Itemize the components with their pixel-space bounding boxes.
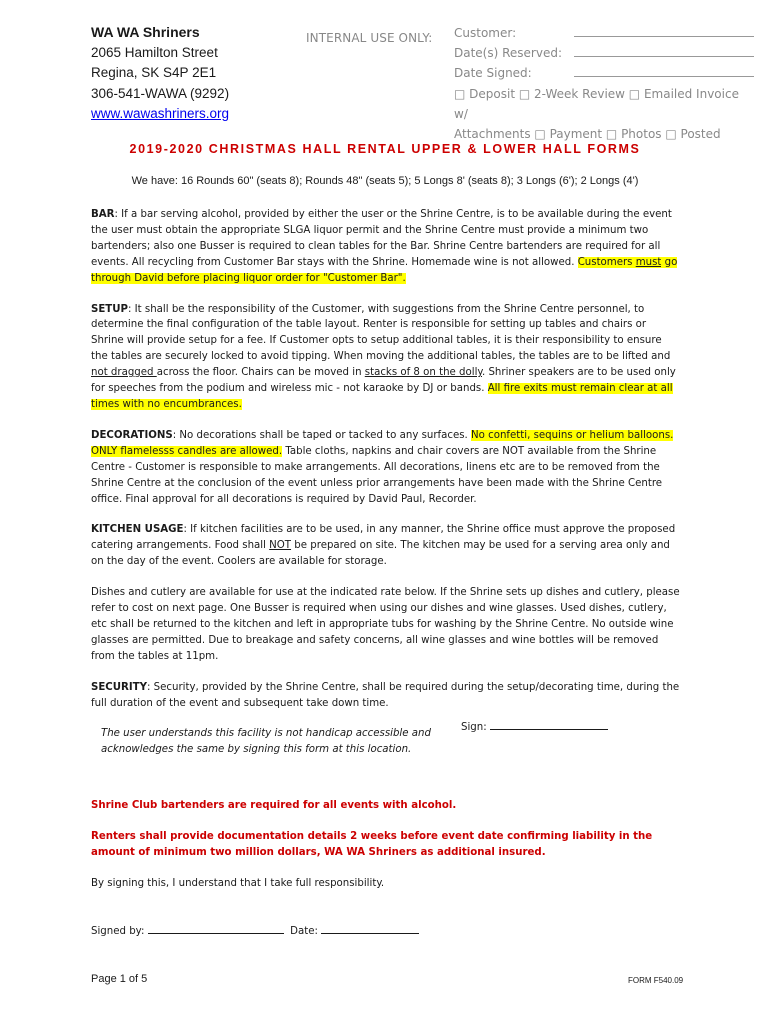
internal-use-label: INTERNAL USE ONLY: — [306, 31, 433, 45]
bar-section — [91, 207, 681, 287]
responsibility-statement: By signing this, I understand that I take full responsibility. — [91, 878, 385, 889]
sign-field[interactable] — [490, 718, 608, 730]
bar-heading: BAR — [91, 209, 115, 220]
decorations-section — [91, 428, 681, 508]
dates-reserved-field[interactable] — [574, 43, 754, 57]
setup-heading: SETUP — [91, 303, 128, 315]
decorations-heading: DECORATIONS — [91, 429, 173, 441]
handicap-note: The user understands this facility is not handicap accessible and acknowledges the same by signing this form at this location. — [101, 728, 431, 756]
decorations-text-2: Table cloths, napkins and chair covers are NOT available from the Shrine Centre - Customer is responsible to make arrangements. All decorations, linens etc are to be removed from the Shrine Centre at the conclusion of the event unless prior arrangements have been made with the Shrine Centre office. Final approval for all decorations is required by David Paul, Recorder. — [91, 445, 663, 505]
security-heading: SECURITY — [91, 681, 148, 693]
dishes-section: Dishes and cutlery are available for use at the indicated rate below. If the Shrine sets up dishes and cutlery, please refer to cost on next page. One Busser is required when using our dishes and wine glasses. Used dishes, cutlery, etc shall be returned to the kitchen and left in appropriate tubs for washing by the Shrine Centre. No outside wine glasses are permitted. Due to breakage and safety concerns, all wine glasses and wine bottles will be removed from the tables at 11pm. — [91, 587, 680, 662]
customer-field[interactable] — [574, 23, 754, 37]
kitchen-text-1: : If kitchen facilities are to be used, in any manner, the Shrine office must approve the proposed catering arrangements. Food shall — [91, 524, 676, 552]
address-line-2: Regina, SK S4P 2E1 — [91, 65, 217, 80]
setup-highlight: All fire exits must remain clear at all times with no encumbrances. — [91, 383, 673, 410]
setup-text-2: across the floor. Chairs can be moved in — [156, 367, 365, 379]
kitchen-underline: NOT — [269, 540, 292, 552]
date-field[interactable] — [321, 922, 419, 934]
setup-underline-1: not dragged — [91, 367, 157, 379]
form-title: 2019-2020 CHRISTMAS HALL RENTAL UPPER & LOWER HALL FORMS — [129, 142, 641, 156]
kitchen-section — [91, 522, 681, 570]
bartenders-note: Shrine Club bartenders are required for all events with alcohol. — [91, 800, 457, 812]
date-signed-label: Date Signed: — [454, 66, 532, 81]
renters-note: Renters shall provide documentation details 2 weeks before event date confirming liability in the amount of minimum two million dollars, WA WA Shriners as additional insured. — [91, 831, 653, 859]
setup-text-3: . Shriner speakers are to be used only for speeches from the podium and wireless mic - not karaoke by DJ or bands. — [91, 367, 676, 395]
checklist-line-1: □ Deposit □ 2-Week Review □ Emailed Invoice w/ — [454, 86, 739, 121]
security-section — [91, 680, 681, 712]
org-name: WA WA Shriners — [91, 24, 200, 40]
checklist-line-2: Attachments □ Payment □ Photos □ Posted — [454, 127, 721, 142]
organization-block — [91, 22, 229, 125]
bar-highlight-b: go through David before placing liquor order for "Customer Bar". — [91, 256, 678, 284]
handicap-sign-row — [461, 718, 681, 758]
customer-label: Customer: — [454, 26, 517, 40]
address-line-1: 2065 Hamilton Street — [91, 44, 218, 60]
setup-text-1: : It shall be the responsibility of the Customer, with suggestions from the Shrine Centre personnel, to determine the final configuration of the table layout. Renter is responsible for setting up tables and chairs or Shrine will provide setup for a fee. If Customer opts to setup additional tables, it is their responsibility to ensure the tables are securely locked to avoid tipping. When moving the additional tables, the tables are to be lifted and — [91, 303, 671, 363]
phone-number: 306-541-WAWA (9292) — [91, 85, 230, 101]
setup-underline-2: stacks of 8 on the dolly — [364, 367, 482, 379]
signed-by-field[interactable] — [148, 922, 284, 934]
kitchen-text-2: be prepared on site. The kitchen may be used for a serving area only and on the day of the event. Coolers are available for storage. — [91, 540, 670, 568]
handicap-block — [101, 722, 681, 758]
internal-use-box — [454, 23, 754, 144]
setup-section — [91, 302, 681, 413]
rooms-line: We have: 16 Rounds 60" (seats 8); Rounds 48" (seats 5); 5 Longs 8' (seats 8); 3 Longs (6'); 2 Longs (4') — [131, 175, 639, 187]
page-number: Page 1 of 5 — [91, 973, 148, 985]
sign-label: Sign: — [461, 722, 490, 734]
form-body — [91, 207, 681, 955]
signed-by-label: Signed by: — [91, 925, 148, 937]
date-label: Date: — [290, 925, 322, 937]
bar-highlight-a: Customers — [577, 256, 636, 268]
bar-text: : If a bar serving alcohol, provided by either the user or the Shrine Centre, is to be available during the event the user must obtain the appropriate SLGA liquor permit and the Shrine Centre must provide a minimum two bartenders; also one Busser is required to clean tables for the Bar. Shrine Centre bartenders are required for all events. All recycling from Customer Bar stays with the Shrine. Homemade wine is not allowed. — [91, 209, 672, 268]
decorations-highlight: No confetti, sequins or helium balloons. ONLY flamelesss candles are allowed. — [91, 429, 674, 457]
bar-highlight-must: must — [635, 256, 662, 268]
security-text: : Security, provided by the Shrine Centre, shall be required during the setup/decorating time, during the full duration of the event and subsequent take down time. — [91, 681, 680, 709]
kitchen-heading: KITCHEN USAGE — [91, 524, 184, 536]
decorations-text-1: : No decorations shall be taped or tacked to any surfaces. — [172, 429, 472, 441]
website-link[interactable]: www.wawashriners.org — [91, 106, 230, 121]
form-number: FORM F540.09 — [628, 976, 684, 985]
date-signed-field[interactable] — [574, 63, 754, 77]
signature-row — [91, 922, 681, 940]
dates-reserved-label: Date(s) Reserved: — [454, 46, 563, 61]
